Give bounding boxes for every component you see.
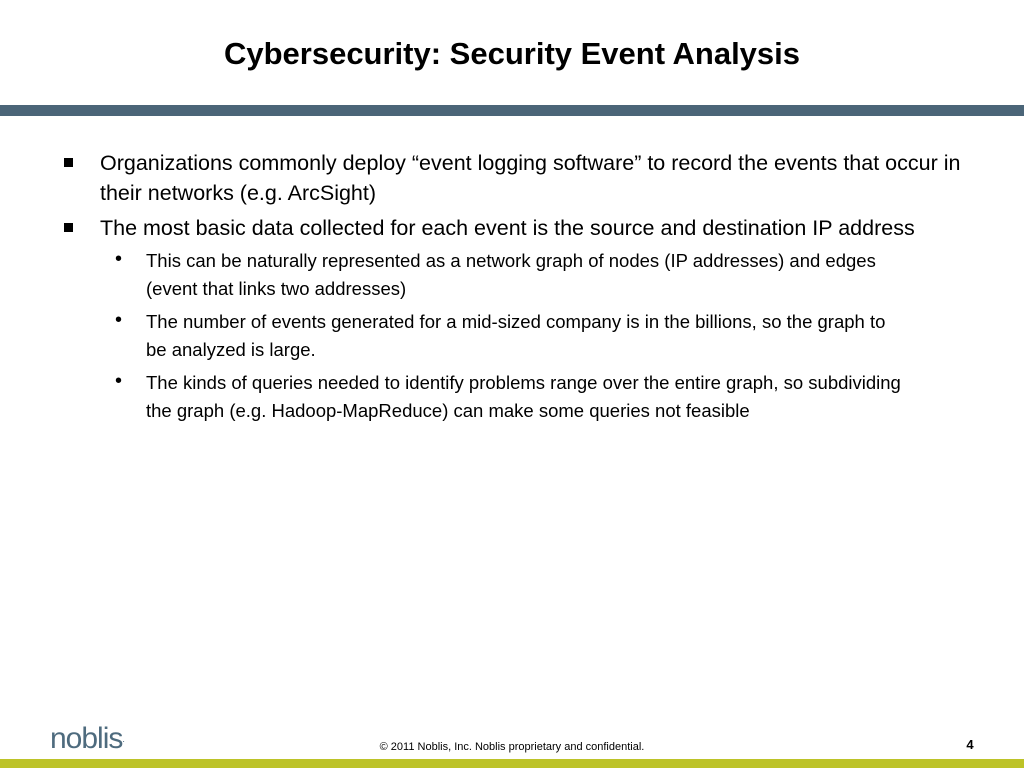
dot-bullet-icon: •: [115, 248, 123, 270]
sub-bullet-text: The kinds of queries needed to identify problems range over the entire graph, so subdividing the graph (e.g. Hadoop-MapReduce) can make some queries not feasible: [146, 372, 901, 421]
sub-bullet-text: This can be naturally represented as a network graph of nodes (IP addresses) and edges (event that links two addresses): [146, 250, 876, 299]
bullet-list: [0, 148, 1024, 425]
logo-trademark: .: [122, 734, 125, 744]
footer-divider: [0, 759, 1024, 768]
square-bullet-icon: [64, 158, 73, 167]
slide-title: Cybersecurity: Security Event Analysis: [223, 36, 801, 71]
sub-bullet-list: [100, 247, 964, 425]
dot-bullet-icon: •: [115, 309, 123, 331]
slide-content: [0, 148, 1024, 430]
sub-bullet-text: The number of events generated for a mid-sized company is in the billions, so the graph to be analyzed is large.: [146, 311, 886, 360]
bullet-text: Organizations commonly deploy “event logging software” to record the events that occur in their networks (e.g. ArcSight): [100, 151, 961, 205]
bullet-item: [0, 213, 1024, 425]
page-number: 4: [966, 737, 974, 752]
bullet-item: [0, 148, 1024, 208]
copyright-notice: © 2011 Noblis, Inc. Noblis proprietary and confidential.: [379, 741, 645, 753]
square-bullet-icon: [64, 223, 73, 232]
bullet-text: The most basic data collected for each event is the source and destination IP address: [100, 216, 915, 240]
dot-bullet-icon: •: [115, 370, 123, 392]
sub-bullet-item: [100, 369, 964, 425]
title-divider: [0, 105, 1024, 116]
logo-text: noblis: [50, 722, 123, 755]
sub-bullet-item: [100, 308, 964, 364]
sub-bullet-item: [100, 247, 964, 303]
